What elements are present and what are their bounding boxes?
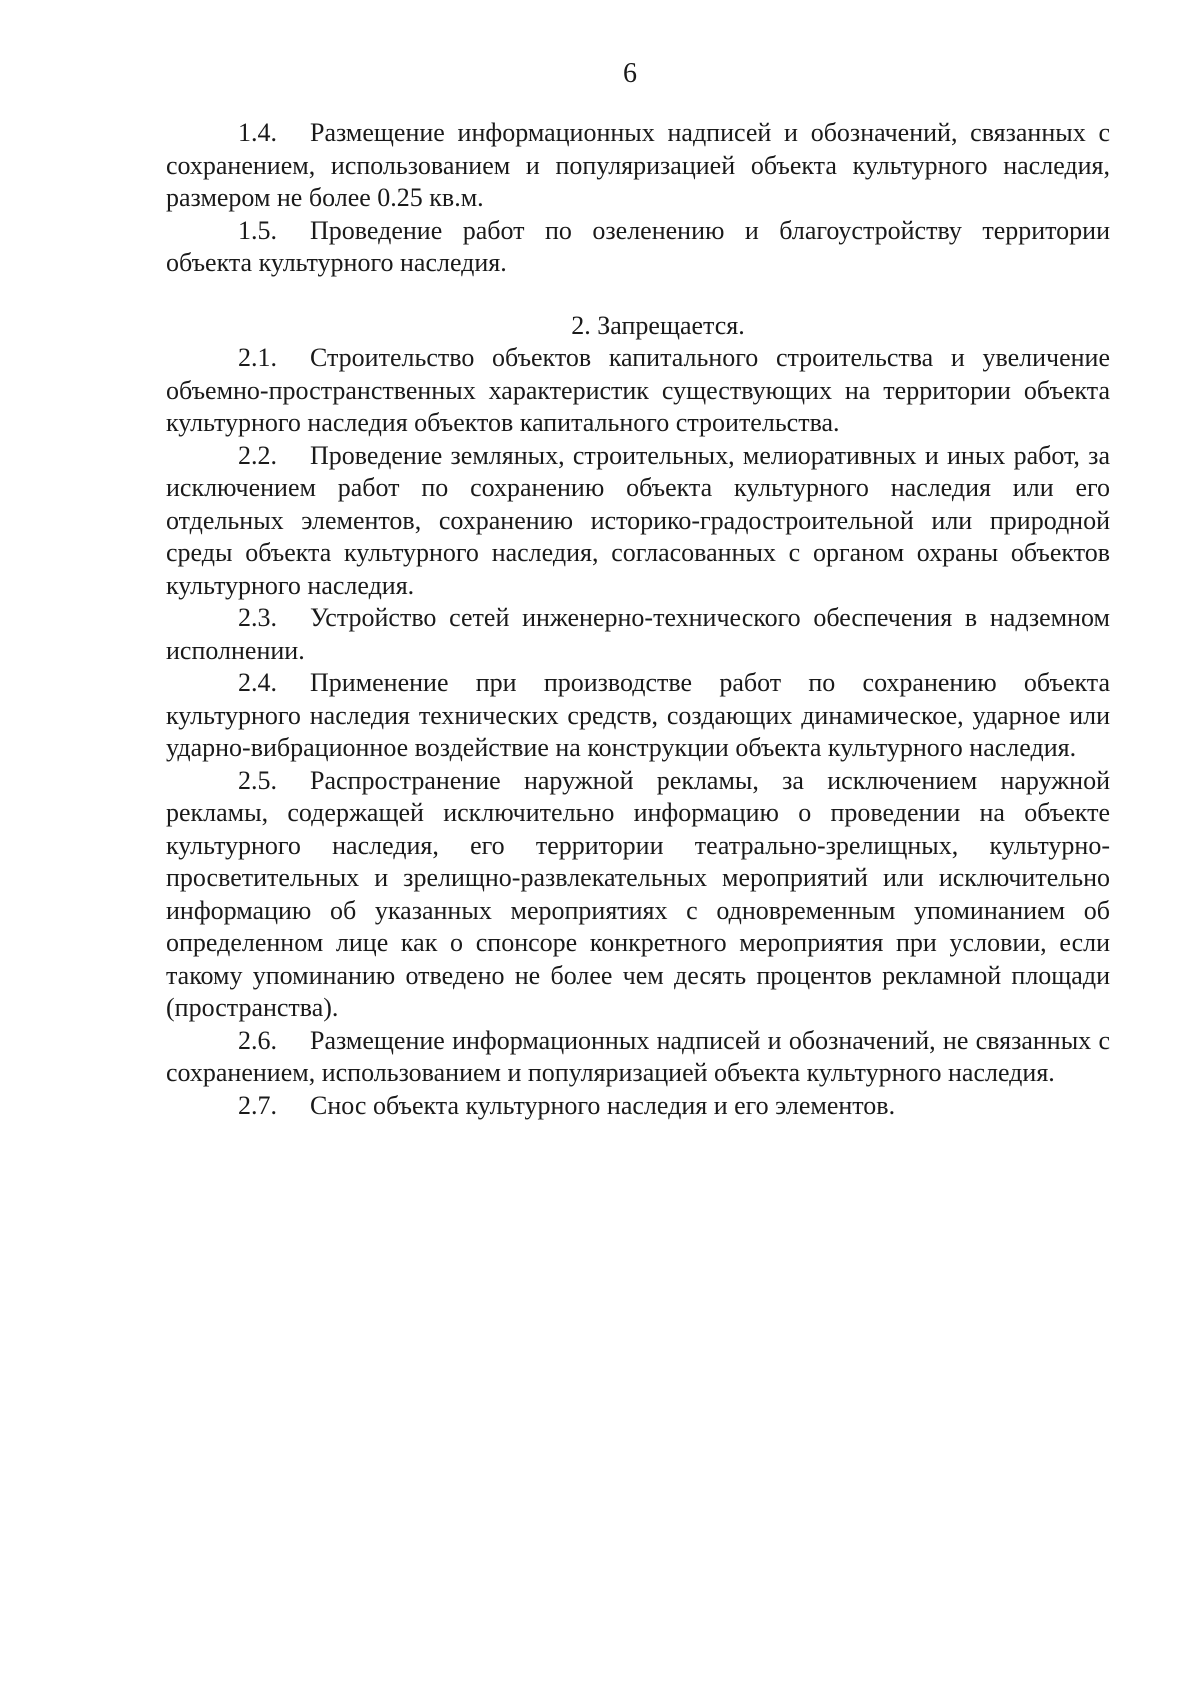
clause-2-2: [166, 440, 1110, 603]
clause-2-5: [166, 765, 1110, 1025]
clause-number: 2.5.: [238, 765, 277, 795]
clause-number: 1.5.: [238, 215, 277, 245]
clause-2-3: [166, 602, 1110, 667]
document-body: [166, 117, 1110, 1122]
clause-number: 2.2.: [238, 440, 277, 470]
clause-text: Устройство сетей инженерно-технического обеспечения в надземном исполнении.: [166, 603, 1110, 665]
clause-2-1: [166, 342, 1110, 440]
page-number: 6: [623, 58, 637, 89]
clause-text: Применение при производстве работ по сохранению объекта культурного наследия технических средств, создающих динамическое, ударное или ударно-вибрационное воздействие на конструкции объекта культурного наследия.: [166, 668, 1110, 762]
clause-2-4: [166, 667, 1110, 765]
clause-2-7: [166, 1090, 1110, 1123]
clause-number: 2.6.: [238, 1025, 277, 1055]
clause-text: Снос объекта культурного наследия и его элементов.: [310, 1090, 896, 1120]
clause-1-5: [166, 215, 1110, 280]
clause-text: Размещение информационных надписей и обозначений, связанных с сохранением, использованием и популяризацией объекта культурного наследия, размером не более 0.25 кв.м.: [166, 118, 1110, 212]
clause-text: Строительство объектов капитального строительства и увеличение объемно-пространственных характеристик существующих на территории объекта культурного наследия объектов капитального строительства.: [166, 343, 1110, 437]
section-heading-prohibited: 2. Запрещается.: [571, 310, 745, 340]
clause-number: 2.3.: [238, 603, 277, 632]
clause-number: 2.1.: [238, 343, 277, 372]
clause-2-6: [166, 1025, 1110, 1090]
clause-text: Распространение наружной рекламы, за исключением наружной рекламы, содержащей исключительно информацию о проведении на объекте культурного наследия, его территории театрально-зрелищных, культурно-просветительных и зрелищно-развлекательных мероприятий или исключительно информацию об указанных мероприятиях с одновременным упоминанием об определенном лице как о спонсоре конкретного мероприятия при условии, если такому упоминанию отведено не более чем десять процентов рекламной площади (пространства).: [166, 765, 1110, 1022]
clause-text: Проведение работ по озеленению и благоустройству территории объекта культурного наследия.: [166, 215, 1110, 277]
clause-text: Проведение земляных, строительных, мелиоративных и иных работ, за исключением работ по сохранению объекта культурного наследия или его отдельных элементов, сохранению историко-градостроительной или природной среды объекта культурного наследия, согласованных с органом охраны объектов культурного наследия.: [166, 440, 1110, 600]
clause-number: 1.4.: [238, 118, 277, 147]
clause-text: Размещение информационных надписей и обозначений, не связанных с сохранением, использованием и популяризацией объекта культурного наследия.: [166, 1025, 1110, 1087]
clause-number: 2.4.: [238, 668, 277, 697]
clause-1-4: [166, 117, 1110, 215]
clause-number: 2.7.: [238, 1090, 277, 1120]
